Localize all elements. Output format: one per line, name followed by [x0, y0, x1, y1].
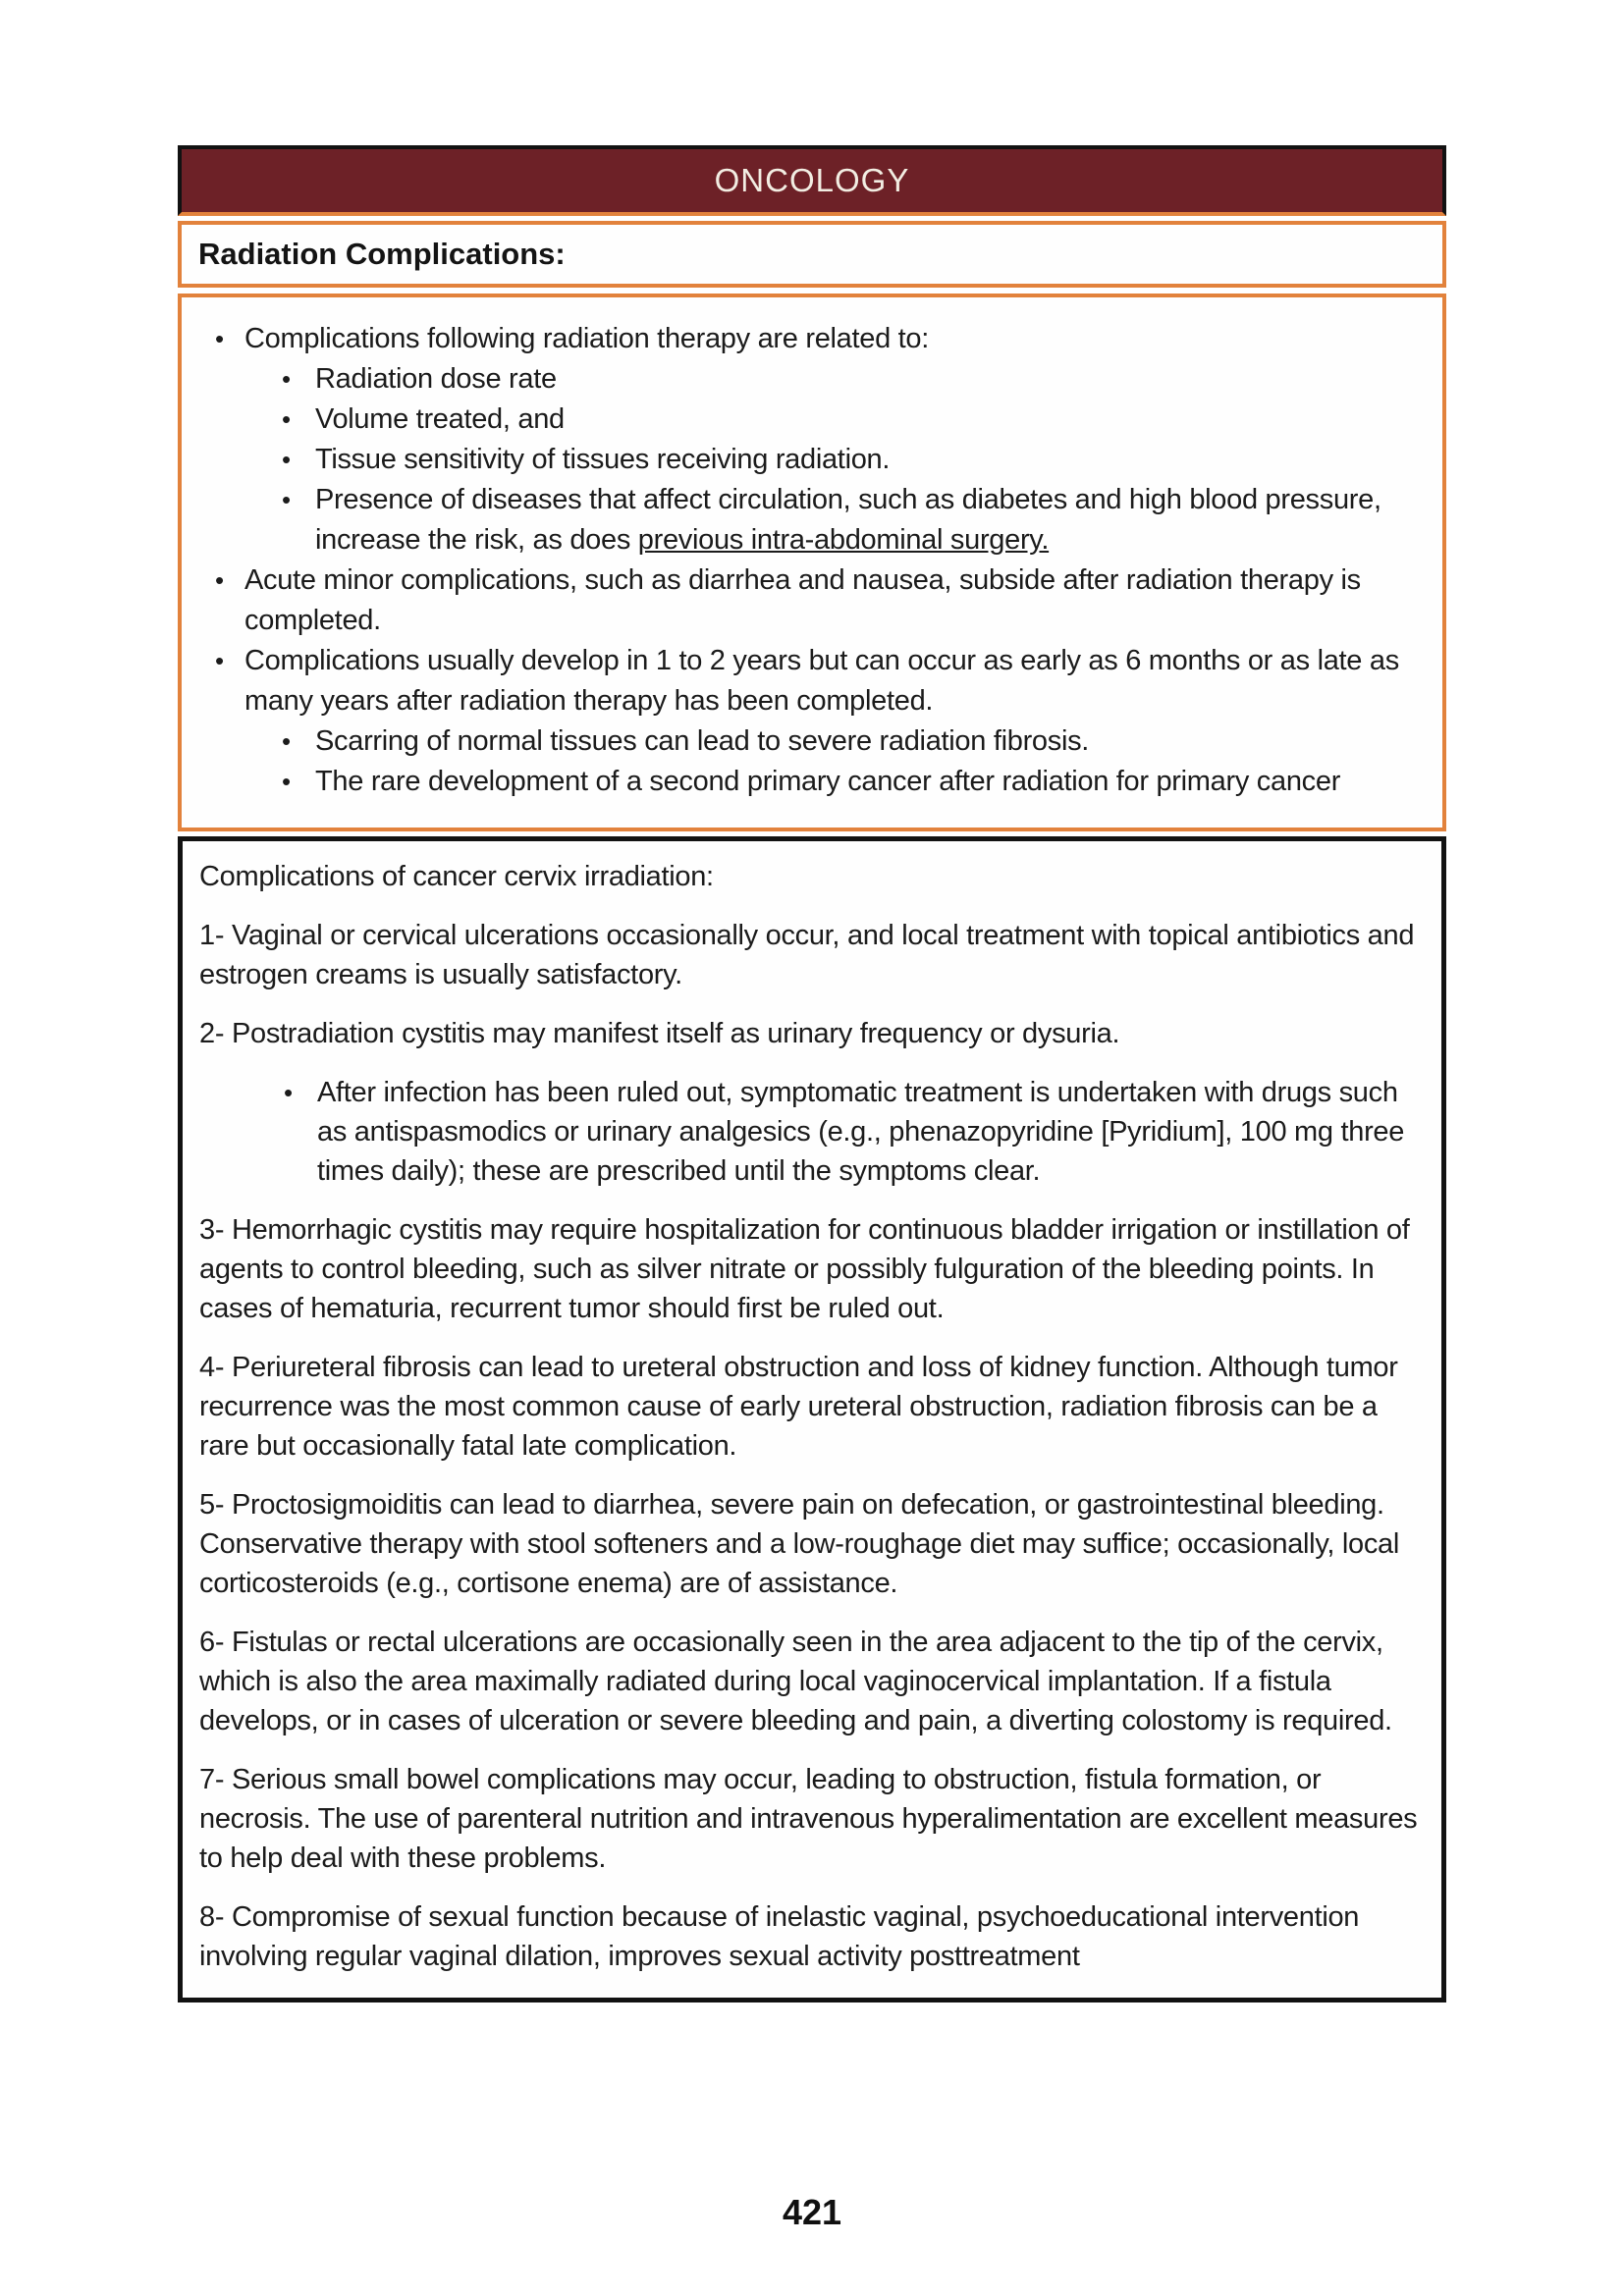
list-item-text: Radiation dose rate: [315, 363, 557, 395]
page-title: ONCOLOGY: [714, 162, 910, 198]
numbered-item: 5- Proctosigmoiditis can lead to diarrhea, severe pain on defecation, or gastrointestinal bleeding. Conservative therapy with stool softeners and a low-roughage diet may suffice; occasionally, local corticosteroids (e.g., cortisone enema) are of assistance.: [199, 1489, 1400, 1599]
cervix-irradiation-box: [178, 836, 1446, 2002]
bullet-icon: •: [282, 404, 291, 434]
bullet-icon: •: [284, 1078, 293, 1107]
list-item: [182, 641, 1423, 721]
bullet-icon: •: [282, 445, 291, 474]
list-item-text: Scarring of normal tissues can lead to severe radiation fibrosis.: [315, 725, 1090, 757]
content-area: [178, 145, 1446, 2002]
list-item: [182, 480, 1423, 561]
bullet-icon: •: [282, 767, 291, 796]
bullet-icon: •: [282, 485, 291, 514]
list-item-text: Complications following radiation therapy are related to:: [244, 323, 930, 354]
bullet-icon: •: [215, 646, 224, 675]
section-title-box: [178, 221, 1446, 288]
list-item: [182, 400, 1423, 440]
page-number: 421: [782, 2192, 842, 2232]
sub-list-item-text: After infection has been ruled out, symptomatic treatment is undertaken with drugs such as antispasmodics or urinary analgesics (e.g., phenazopyridine [Pyridium], 100 mg three times daily); these are prescribed until the symptoms clear.: [317, 1077, 1405, 1187]
numbered-item: 4- Periureteral fibrosis can lead to ureteral obstruction and loss of kidney function. Although tumor recurrence was the most common cause of early ureteral obstruction, radiation fibrosis can be a rare but occasionally fatal late complication.: [199, 1352, 1398, 1462]
list-item-text: The rare development of a second primary cancer after radiation for primary cancer: [315, 766, 1341, 797]
bullet-icon: •: [215, 324, 224, 353]
numbered-item: 7- Serious small bowel complications may occur, leading to obstruction, fistula formation, or necrosis. The use of parenteral nutrition and intravenous hyperalimentation are excellent measures to help deal with these problems.: [199, 1764, 1418, 1874]
list-item: [182, 561, 1423, 641]
numbered-item: 6- Fistulas or rectal ulcerations are occasionally seen in the area adjacent to the tip of the cervix, which is also the area maximally radiated during local vaginocervical implantation. If a fistula develops, or in cases of ulceration or severe bleeding and pain, a diverting colostomy is required.: [199, 1627, 1392, 1736]
list-item-text: Complications usually develop in 1 to 2 years but can occur as early as 6 months or as late as many years after radiation therapy has been completed.: [244, 645, 1399, 717]
box-heading: Complications of cancer cervix irradiation:: [199, 861, 714, 892]
sub-list-item: [199, 1073, 1418, 1191]
numbered-item: 8- Compromise of sexual function because of inelastic vaginal, psychoeducational intervention involving regular vaginal dilation, improves sexual activity posttreatment: [199, 1901, 1360, 1972]
list-item: [182, 440, 1423, 480]
list-item: [182, 359, 1423, 400]
section-title: Radiation Complications:: [198, 237, 566, 271]
numbered-item: 2- Postradiation cystitis may manifest itself as urinary frequency or dysuria.: [199, 1018, 1120, 1049]
bullet-icon: •: [215, 565, 224, 595]
oncology-header-bar: [178, 145, 1446, 216]
list-item-text: Acute minor complications, such as diarrhea and nausea, subside after radiation therapy is completed.: [244, 564, 1361, 636]
bullet-icon: •: [282, 364, 291, 394]
numbered-item: 3- Hemorrhagic cystitis may require hospitalization for continuous bladder irrigation or instillation of agents to control bleeding, such as silver nitrate or possibly fulguration of the bleeding points. In cases of hematuria, recurrent tumor should first be ruled out.: [199, 1214, 1410, 1324]
list-item: [182, 762, 1423, 802]
list-item-text: Volume treated, and: [315, 403, 565, 435]
list-item: [182, 721, 1423, 762]
numbered-item: 1- Vaginal or cervical ulcerations occasionally occur, and local treatment with topical antibiotics and estrogen creams is usually satisfactory.: [199, 920, 1415, 990]
list-item: [182, 319, 1423, 359]
bullet-icon: •: [282, 726, 291, 756]
radiation-complications-box: [178, 294, 1446, 831]
underlined-phrase: previous intra-abdominal surgery.: [637, 524, 1050, 556]
list-item-text-plain: Presence of diseases that affect circulation, such as diabetes and high blood pressure, increase the risk, as does: [315, 484, 1381, 556]
list-item-text: Tissue sensitivity of tissues receiving radiation.: [315, 444, 891, 475]
list-item-text: [315, 480, 1423, 561]
